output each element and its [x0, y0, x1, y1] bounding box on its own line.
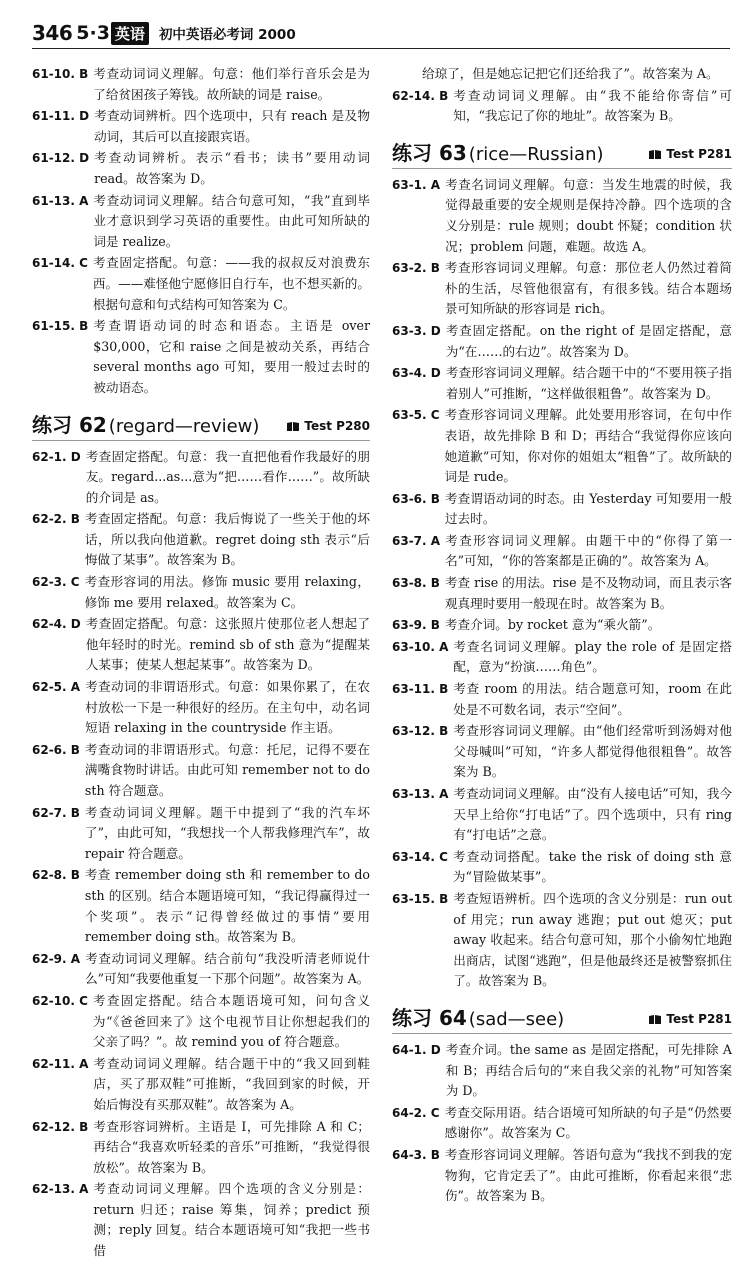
answer-number: 63-13. A — [392, 787, 449, 801]
answer-number: 63-10. A — [392, 639, 449, 654]
answer-number: 64-1. D — [392, 1042, 441, 1057]
answer-entry — [32, 148, 370, 189]
answer-entry — [32, 572, 370, 613]
answer-explanation: 考查固定搭配。句意：我一直把他看作我最好的朋友。regard...as...意为“把……看作……”。故所缺的介词是 as。 — [85, 448, 370, 505]
answer-explanation: 考查动词词义理解。结合题干中的“我又回到鞋店，买了那双鞋”可推断，“我回到家的时候，开始后悔没有买那双鞋”。故答案为 A。 — [93, 1055, 370, 1112]
right-column — [392, 64, 732, 1208]
answer-explanation: 考查 room 的用法。结合题意可知，room 在此处是不可数名词，表示“空间”。 — [453, 681, 732, 717]
answer-explanation: 考查固定搭配。句意：这张照片使那位老人想起了他年轻时的时光。remind sb of sth 意为“提醒某人某事；使某人想起某事”。故答案为 D。 — [85, 616, 370, 673]
answer-explanation: 考查动词搭配。take the risk of doing sth 意为“冒险做某事”。 — [452, 848, 732, 885]
brand-badge: 英语 — [111, 22, 149, 45]
answer-explanation: 考查动词辨析。四个选项中，只有 reach 是及物动词，其后可以直接跟宾语。 — [94, 108, 370, 144]
answer-number: 63-8. B — [392, 576, 440, 591]
answer-number: 62-7. B — [32, 805, 80, 820]
answer-explanation: 考查形容词词义理解。由题干中的“你得了第一名”可知，“你的答案都是正确的”。故答案为 A。 — [445, 532, 732, 569]
answer-explanation: 考查动词词义理解。结合前句“我没听清老师说什么”可知“我要他重复一下那个问题”。故答案为 A。 — [85, 950, 370, 987]
answer-entry — [32, 447, 370, 509]
answer-entry — [392, 679, 732, 720]
answer-number: 62-2. B — [32, 512, 80, 527]
book-icon — [648, 1014, 662, 1025]
answer-entry — [392, 637, 732, 678]
test-reference — [648, 1012, 732, 1026]
answer-number: 62-5. A — [32, 680, 81, 695]
answer-entry — [392, 175, 732, 257]
left-column — [32, 64, 370, 1263]
exercise-64-answers — [392, 1040, 732, 1207]
answer-number: 61-15. B — [32, 319, 89, 334]
answer-explanation: 考查形容词词义理解。此处要用形容词，在句中作表语，故先排除 B 和 D；再结合“我觉得你应该向她道歉”可知，你对你的姐姐太“粗鲁”了。故所缺的词是 rude。 — [444, 407, 732, 485]
answer-entry — [32, 865, 370, 947]
answer-explanation: 考查名词词义理解。句意：当发生地震的时候，我觉得最重要的安全规则是保持冷静。四个选项的含义分别是：rule 规则；doubt 怀疑；condition 状况；problem 问题，难题。故选 A。 — [445, 176, 732, 254]
answer-entry — [392, 1040, 732, 1102]
answer-number: 64-3. B — [392, 1147, 440, 1162]
exercise-title: 练习 63 — [392, 140, 467, 165]
answer-entry — [32, 949, 370, 990]
test-page: Test P281 — [666, 1012, 732, 1027]
answer-number: 62-3. C — [32, 575, 80, 590]
answer-entry — [392, 489, 732, 530]
exercise-range: (regard—review) — [108, 415, 260, 437]
answer-number: 61-11. D — [32, 109, 90, 124]
exercise-62-answers — [32, 447, 370, 1262]
answer-explanation: 考查介词。the same as 是固定搭配，可先排除 A 和 B；再结合后句的“来自我父亲的礼物”可知答案为 D。 — [445, 1041, 732, 1099]
answer-number: 63-7. A — [392, 533, 441, 548]
book-title: 初中英语必考词 2000 — [158, 27, 296, 43]
answer-entry — [32, 1117, 370, 1179]
answer-entry — [32, 253, 370, 315]
answer-explanation: 考查 rise 的用法。rise 是不及物动词，而且表示客观真理时要用一般现在时。故答案为 B。 — [444, 575, 732, 611]
answer-number: 62-14. B — [392, 88, 449, 103]
answer-explanation: 考查介词。by rocket 意为“乘火箭”。 — [444, 617, 661, 633]
answer-entry — [32, 991, 370, 1053]
answer-explanation: 考查形容词词义理解。答语句意为“我找不到我的宠物狗，它肯定丢了”。由此可推断，你看起来很“悲伤”。故答案为 B。 — [444, 1146, 732, 1204]
answer-explanation: 考查动词词义理解。结合句意可知，“我”直到毕业才意识到学习英语的重要性。由此可知所缺的词是 realize。 — [93, 192, 370, 249]
test-page: Test P281 — [666, 147, 732, 162]
answer-explanation: 考查固定搭配。结合本题语境可知，问句含义为“《爸爸回来了》这个电视节目让你想起我们的父亲了吗？”。故 remind you of 符合题意。 — [92, 992, 370, 1050]
answer-explanation: 考查动词词义理解。由“没有人接电话”可知，我今天早上给你“打电话”了。四个选项中，只有 ring 有“打电话”之意。 — [453, 786, 732, 843]
answer-entry — [32, 1054, 370, 1116]
answer-entry — [392, 405, 732, 487]
answer-number: 63-4. D — [392, 366, 441, 381]
answer-explanation: 考查形容词词义理解。结合题干中的“不要用筷子指着别人”可推断，“这样做很粗鲁”。故答案为 D。 — [445, 365, 732, 401]
page-number: 346 — [32, 21, 73, 45]
answer-number: 63-5. C — [392, 408, 440, 423]
answer-number: 62-12. B — [32, 1119, 89, 1134]
answer-entry — [392, 847, 732, 888]
answer-number: 62-1. D — [32, 449, 81, 464]
answer-explanation: 考查动词词义理解。句意：他们举行音乐会是为了给贫困孩子筹钱。故所缺的词是 raise。 — [93, 66, 370, 102]
answer-explanation: 考查形容词辨析。主语是 I，可先排除 A 和 C；再结合“我喜欢听轻柔的音乐”可推断，“我觉得很放松”。故答案为 B。 — [93, 1118, 370, 1175]
test-page: Test P280 — [304, 419, 370, 433]
answer-number: 62-10. C — [32, 993, 88, 1008]
exercise-range: (rice—Russian) — [468, 143, 604, 165]
exercise-61-answers — [32, 64, 370, 399]
answer-number: 61-14. C — [32, 256, 88, 271]
answer-explanation: 考查形容词的用法。修饰 music 要用 relaxing，修饰 me 要用 relaxed。故答案为 C。 — [84, 574, 370, 610]
answer-explanation: 考查交际用语。结合语境可知所缺的句子是“仍然要感谢你”。故答案为 C。 — [444, 1104, 732, 1141]
answer-entry — [392, 321, 732, 362]
exercise-title: 练习 64 — [392, 1005, 467, 1030]
answer-number: 62-11. A — [32, 1056, 89, 1071]
answer-number: 62-6. B — [32, 742, 80, 757]
answer-number: 62-13. A — [32, 1182, 89, 1197]
answer-entry — [392, 258, 732, 320]
answer-entry — [392, 615, 732, 636]
page-header — [32, 18, 730, 49]
answer-explanation: 考查固定搭配。句意：我后悔说了一些关于他的坏话，所以我向他道歉。regret doing sth 表示“后悔做了某事”。故答案为 B。 — [84, 511, 370, 568]
answer-explanation: 考查谓语动词的时态和语态。主语是 over $30,000，它和 raise 之间是被动关系，再结合 several months ago 可知，要用一般过去时的被动语态。 — [93, 318, 370, 395]
answer-number: 63-15. B — [392, 891, 449, 906]
answer-number: 63-2. B — [392, 261, 440, 276]
answer-entry — [32, 614, 370, 676]
answer-number: 63-11. B — [392, 682, 449, 697]
exercise-63-answers — [392, 175, 732, 992]
answer-entry — [32, 64, 370, 105]
answer-entry — [32, 316, 370, 398]
answer-explanation: 考查动词词义理解。由“我不能给你寄信”可知，“我忘记了你的地址”。故答案为 B。 — [453, 87, 732, 124]
test-reference — [286, 419, 370, 433]
answer-number: 63-9. B — [392, 618, 440, 633]
answer-entry — [32, 191, 370, 253]
continued-text: 给琼了，但是她忘记把它们还给我了”。故答案为 A。 — [422, 66, 719, 81]
answer-number: 62-9. A — [32, 951, 81, 966]
answer-entry — [392, 573, 732, 614]
answer-entry — [392, 784, 732, 846]
answer-explanation: 考查动词的非谓语形式。句意：托尼，记得不要在满嘴食物时讲话。由此可知 remember not to do sth 符合题意。 — [84, 741, 370, 798]
answer-number: 63-12. B — [392, 724, 449, 739]
answer-explanation: 考查短语辨析。四个选项的含义分别是：run out of 用完；run away 逃跑；put out 熄灭；put away 收起来。结合句意可知，那个小偷匆忙地跑出商店，试图“逃跑”，但是他最终还是被警察抓住了。故答案为 B。 — [453, 890, 732, 989]
answer-explanation: 考查动词辨析。表示“看书；读书”要用动词 read。故答案为 D。 — [94, 150, 370, 186]
answer-explanation: 考查动词词义理解。题干中提到了“我的汽车坏了”，由此可知，“我想找一个人帮我修理汽车”，故 repair 符合题意。 — [84, 804, 370, 861]
answer-entry — [392, 889, 732, 992]
answer-number: 62-4. D — [32, 617, 81, 632]
answer-explanation: 考查固定搭配。on the right of 是固定搭配，意为“在……的右边”。故答案为 D。 — [445, 322, 732, 359]
answer-number: 63-14. C — [392, 849, 448, 864]
answer-number: 64-2. C — [392, 1105, 440, 1120]
exercise-63-heading — [392, 137, 732, 169]
answer-entry — [32, 677, 370, 739]
book-icon — [648, 149, 662, 160]
answer-entry — [392, 86, 732, 127]
answer-explanation: 考查 remember doing sth 和 remember to do sth 的区别。结合本题语境可知，“我记得赢得过一个奖项”。表示“记得曾经做过的事情”要用 remember doing sth。故答案为 B。 — [84, 867, 370, 945]
answer-number: 63-1. A — [392, 177, 441, 192]
exercise-62-continued — [392, 86, 732, 127]
answer-entry — [32, 803, 370, 865]
answer-explanation: 考查谓语动词的时态。由 Yesterday 可知要用一般过去时。 — [444, 490, 732, 527]
answer-explanation: 考查形容词词义理解。由“他们经常听到汤姆对他父母喊叫”可知，“许多人都觉得他很粗鲁”。故答案为 B。 — [453, 723, 732, 780]
answer-entry — [32, 106, 370, 147]
book-icon — [286, 421, 300, 432]
answer-explanation: 考查形容词词义理解。句意：那位老人仍然过着简朴的生活，尽管他很富有，有很多钱。结合本题场景可知所缺的形容词是 rich。 — [444, 260, 732, 317]
answer-entry — [32, 509, 370, 571]
answer-explanation: 考查名词词义理解。play the role of 是固定搭配，意为“扮演……角色”。 — [453, 638, 732, 675]
answer-number: 62-8. B — [32, 868, 80, 883]
answer-explanation: 考查动词词义理解。四个选项的含义分别是：return 归还；raise 筹集，饲养；predict 预测；reply 回复。结合本题语境可知“我把一些书借 — [93, 1181, 370, 1259]
answer-number: 61-12. D — [32, 151, 90, 166]
answer-entry — [392, 363, 732, 404]
answer-entry — [392, 1103, 732, 1144]
exercise-title: 练习 62 — [32, 412, 107, 437]
exercise-range: (sad—see) — [468, 1008, 565, 1030]
answer-entry — [32, 740, 370, 802]
test-reference — [648, 147, 732, 161]
exercise-62-heading — [32, 409, 370, 441]
answer-entry — [392, 721, 732, 783]
brand-logo: 5·3 — [76, 22, 110, 44]
answer-entry — [392, 1145, 732, 1207]
answer-explanation: 考查动词的非谓语形式。句意：如果你累了，在农村放松一下是一种很好的经历。在主句中，动名词短语 relaxing in the countryside 作主语。 — [85, 679, 370, 736]
answer-explanation: 考查固定搭配。句意：——我的叔叔反对浪费东西。——难怪他宁愿修旧自行车，也不想买新的。根据句意和句式结构可知答案为 C。 — [92, 255, 370, 312]
answer-number: 63-3. D — [392, 323, 441, 338]
answer-number: 61-13. A — [32, 193, 89, 208]
answer-entry — [32, 1179, 370, 1261]
exercise-64-heading — [392, 1002, 732, 1034]
answer-entry — [392, 531, 732, 572]
answer-number: 63-6. B — [392, 491, 440, 506]
answer-number: 61-10. B — [32, 67, 89, 81]
